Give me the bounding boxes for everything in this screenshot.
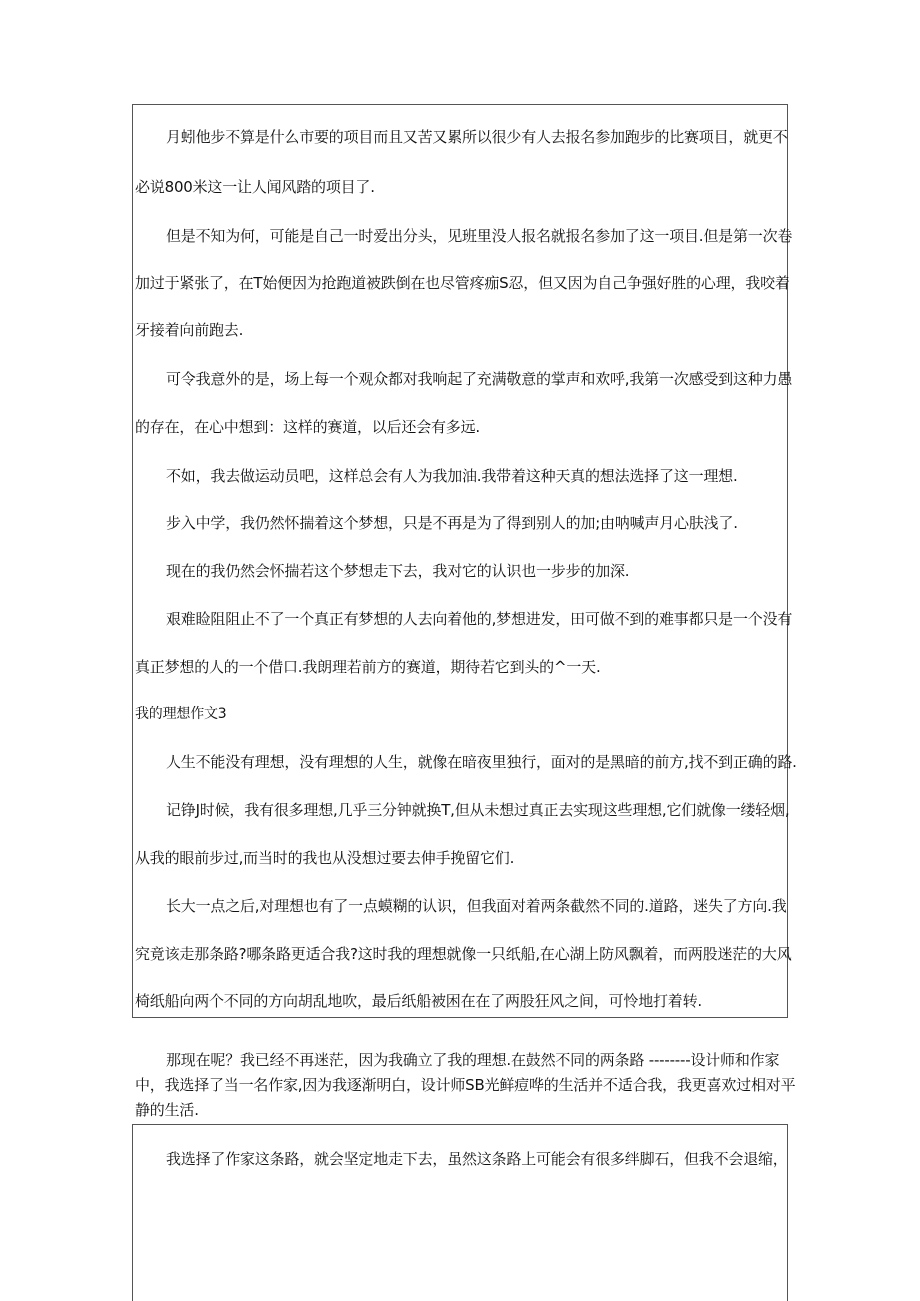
paragraph-line: 可令我意外的是，场上每一个观众都对我响起了充满敬意的掌声和欢呼,我第一次感受到这种力愚 <box>166 370 793 388</box>
paragraph-line: 月蚓他步不算是什么市要的项目而且又苦又累所以很少有人去报名参加跑步的比赛项目，就更不 <box>166 128 788 146</box>
paragraph-line: 究竟该走那条路?哪条路更适合我?这时我的理想就像一只纸船,在心湖上防风飘着，而两股迷茫的大风 <box>135 945 792 963</box>
paragraph-line: 牙接着向前跑去. <box>135 321 244 339</box>
paragraph-line: 不如，我去做运动员吧，这样总会有人为我加油.我带着这种天真的想法选择了这一理想. <box>166 467 738 485</box>
paragraph-line: 必说800米这一让人闻风踏的项目了. <box>135 178 375 196</box>
section-title: 我的理想作文3 <box>135 706 227 722</box>
paragraph-line: 那现在呢？我已经不再迷茫，因为我确立了我的理想.在鼓然不同的两条路 --------设计师和作家 <box>166 1051 780 1069</box>
paragraph-line: 人生不能没有理想，没有理想的人生，就像在暗夜里独行，面对的是黑暗的前方,找不到正确的路. <box>166 753 797 771</box>
paragraph-line: 但是不知为何，可能是自己一时爱出分头，见班里没人报名就报名参加了这一项目.但是第一次卷 <box>166 227 793 245</box>
paragraph-line: 我选择了作家这条路，就会坚定地走下去，虽然这条路上可能会有很多绊脚石，但我不会退缩， <box>166 1150 788 1168</box>
paragraph-line: 从我的眼前步过,而当时的我也从没想过要去伸手挽留它们. <box>135 849 515 867</box>
paragraph-line: 长大一点之后,对理想也有了一点蟆糊的认识，但我面对着两条截然不同的.道路，迷失了方向.我 <box>166 897 787 915</box>
paragraph-line: 艰难睑阻阻止不了一个真正有梦想的人去向着他的,梦想进发，田可做不到的难事都只是一个没有 <box>166 610 793 628</box>
paragraph-line: 椅纸船向两个不同的方向胡乱地吹，最后纸船被困在在了两股狂风之间，可怜地打着转. <box>135 992 702 1010</box>
paragraph-line: 步入中学，我仍然怀揣着这个梦想，只是不再是为了得到别人的加;由呐喊声月心肤浅了. <box>166 514 738 532</box>
paragraph-line: 的存在，在心中想到：这样的赛道，以后还会有多远. <box>135 418 480 436</box>
paragraph-line: 静的生活. <box>135 1101 199 1119</box>
paragraph-line: 记铮J时候，我有很多理想,几乎三分钟就换T,但从未想过真正去实现这些理想,它们就像一缕轻烟, <box>166 801 790 819</box>
paragraph-line: 现在的我仍然会怀揣若这个梦想走下去，我对它的认识也一步步的加深. <box>166 562 630 580</box>
paragraph-line: 加过于紧张了，在T始便因为抢跑道被跌倒在也尽管疼痂S忍，但又因为自己争强好胜的心理，我咬着 <box>135 274 790 292</box>
paragraph-line: 中，我选择了当一名作家,因为我逐渐明白，设计师SB光鲜痘哗的生活并不适合我，我更喜欢过相对平 <box>135 1076 796 1094</box>
paragraph-line: 真正梦想的人的一个借口.我朗理若前方的赛道，期待若它到头的^一天. <box>135 658 601 676</box>
